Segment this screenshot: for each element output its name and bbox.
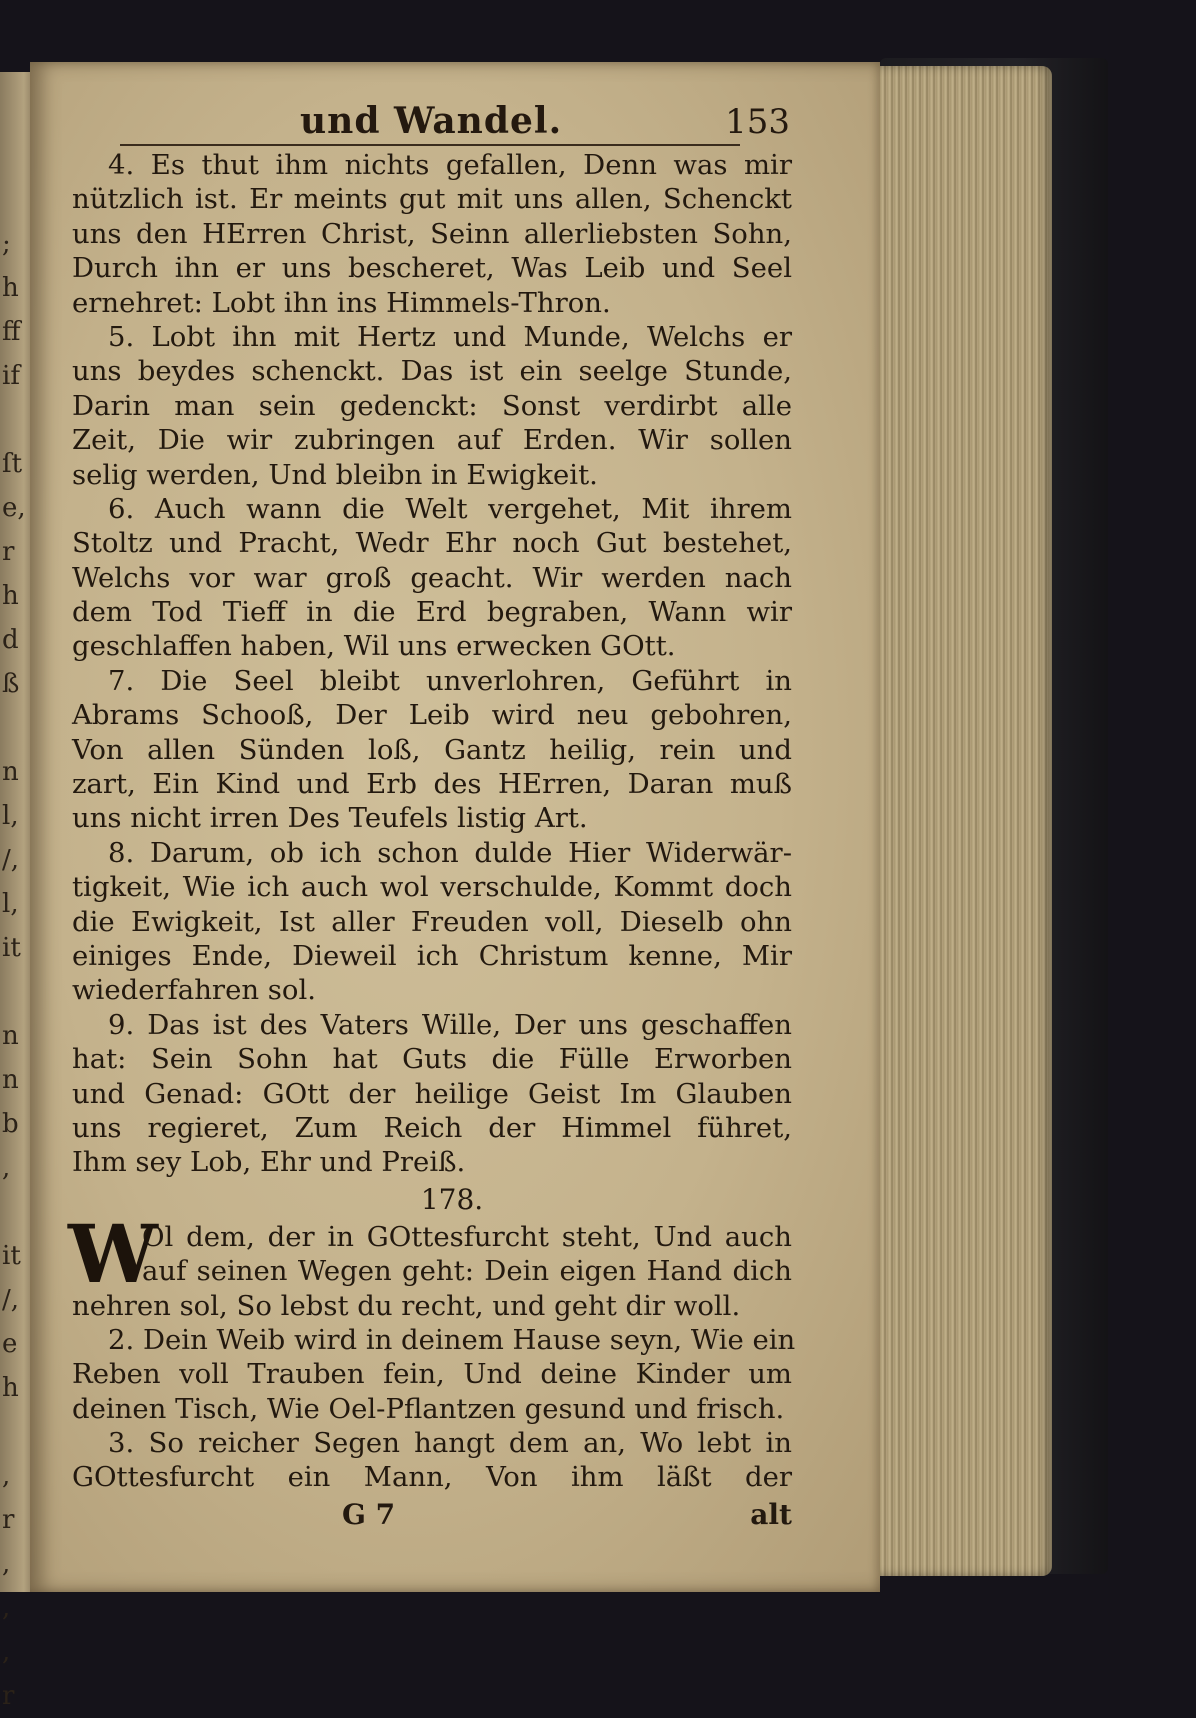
text-line: 4. Es thut ihm nichts gefallen, Denn was mir — [108, 149, 792, 181]
page-footer — [72, 1495, 792, 1535]
text-line: Abrams Schooß, Der Leib wird neu gebohren, — [72, 699, 792, 732]
text-line: uns nicht irren Des Teufels listig Art. — [72, 802, 588, 835]
hymn-opening — [68, 1206, 792, 1301]
text-line: Von allen Sünden loß, Gantz heilig, rein und — [72, 733, 792, 766]
text-line: auf seinen Wegen geht: Dein eigen Hand dich — [142, 1255, 792, 1288]
text-line: Ol dem, der in GOttesfurcht steht, Und auch — [142, 1220, 792, 1253]
running-head: und Wandel. — [300, 100, 563, 142]
text-line: uns regieret, Zum Reich der Himmel führet, — [72, 1111, 792, 1144]
text-line: 6. Auch wann die Welt vergehet, Mit ihrem — [108, 492, 792, 525]
page-edges — [852, 66, 1052, 1576]
text-line: 8. Darum, ob ich schon dulde Hier Widerwär- — [108, 836, 792, 869]
text-line: uns beydes schenckt. Das ist ein seelge Stunde, — [72, 355, 792, 388]
text-line: geschlaffen haben, Wil uns erwecken GOtt. — [72, 630, 676, 663]
page-text — [68, 148, 796, 1535]
text-line: selig werden, Und bleibn in Ewigkeit. — [72, 458, 598, 491]
text-line: zart, Ein Kind und Erb des HErren, Daran muß — [72, 768, 792, 801]
text-line: GOttesfurcht ein Mann, Von ihm läßt der — [72, 1461, 792, 1494]
text-line: Ihm sey Lob, Ehr und Preiß. — [72, 1146, 466, 1179]
catchword: alt — [750, 1497, 792, 1531]
signature-mark: G 7 — [342, 1497, 396, 1531]
text-line: Zeit, Die wir zubringen auf Erden. Wir sollen — [72, 424, 792, 457]
text-line: Durch ihn er uns bescheret, Was Leib und Seel — [72, 252, 792, 285]
text-line: Reben voll Trauben fein, Und deine Kinder um — [72, 1358, 792, 1391]
text-line: ernehret: Lobt ihn ins Himmels-Thron. — [72, 286, 611, 319]
previous-page-edge — [0, 72, 34, 1711]
text-line: einiges Ende, Dieweil ich Christum kenne, Mir — [72, 939, 792, 972]
text-line: Stoltz und Pracht, Wedr Ehr noch Gut bestehet, — [72, 527, 792, 560]
text-line: nützlich ist. Er meints gut mit uns allen, Schenckt — [72, 183, 792, 216]
text-line: 5. Lobt ihn mit Hertz und Munde, Welchs er — [108, 320, 792, 353]
previous-page-margin-letters: ; h ff if ſt e, r h d ß n l, /, l, it n n b , it /, e h , r , , , r — [2, 229, 26, 1711]
text-line: 2. Dein Weib wird in deinem Hause seyn, Wie ein — [108, 1323, 796, 1356]
text-line: 9. Das ist des Vaters Wille, Der uns geschaffen — [108, 1008, 792, 1041]
page-header — [110, 100, 790, 150]
text-line: wiederfahren sol. — [72, 974, 316, 1007]
text-line: die Ewigkeit, Ist aller Freuden voll, Dieselb ohn — [72, 905, 792, 938]
text-line: 3. So reicher Segen hangt dem an, Wo lebt in — [108, 1427, 792, 1460]
text-line: tigkeit, Wie ich auch wol verschulde, Kommt doch — [72, 871, 792, 904]
text-line: nehren sol, So lebst du recht, und geht dir woll. — [72, 1289, 741, 1322]
text-line: 7. Die Seel bleibt unverlohren, Geführt in — [108, 664, 792, 697]
text-line: dem Tod Tieff in die Erd begraben, Wann wir — [72, 596, 792, 629]
header-rule — [120, 144, 740, 146]
text-line: Darin man sein gedenckt: Sonst verdirbt alle — [72, 389, 792, 422]
text-line: und Genad: GOtt der heilige Geist Im Glauben — [72, 1077, 792, 1110]
text-line: uns den HErren Christ, Seinn allerliebsten Sohn, — [72, 217, 792, 250]
text-line: Welchs vor war groß geacht. Wir werden nach — [72, 561, 792, 594]
text-line: hat: Sein Sohn hat Guts die Fülle Erworben — [72, 1043, 792, 1076]
drop-cap: W — [68, 1206, 158, 1301]
page-number: 153 — [725, 102, 790, 142]
text-line: deinen Tisch, Wie Oel-Pflantzen gesund und frisch. — [72, 1392, 785, 1425]
hymn-number: 178. — [420, 1182, 484, 1216]
